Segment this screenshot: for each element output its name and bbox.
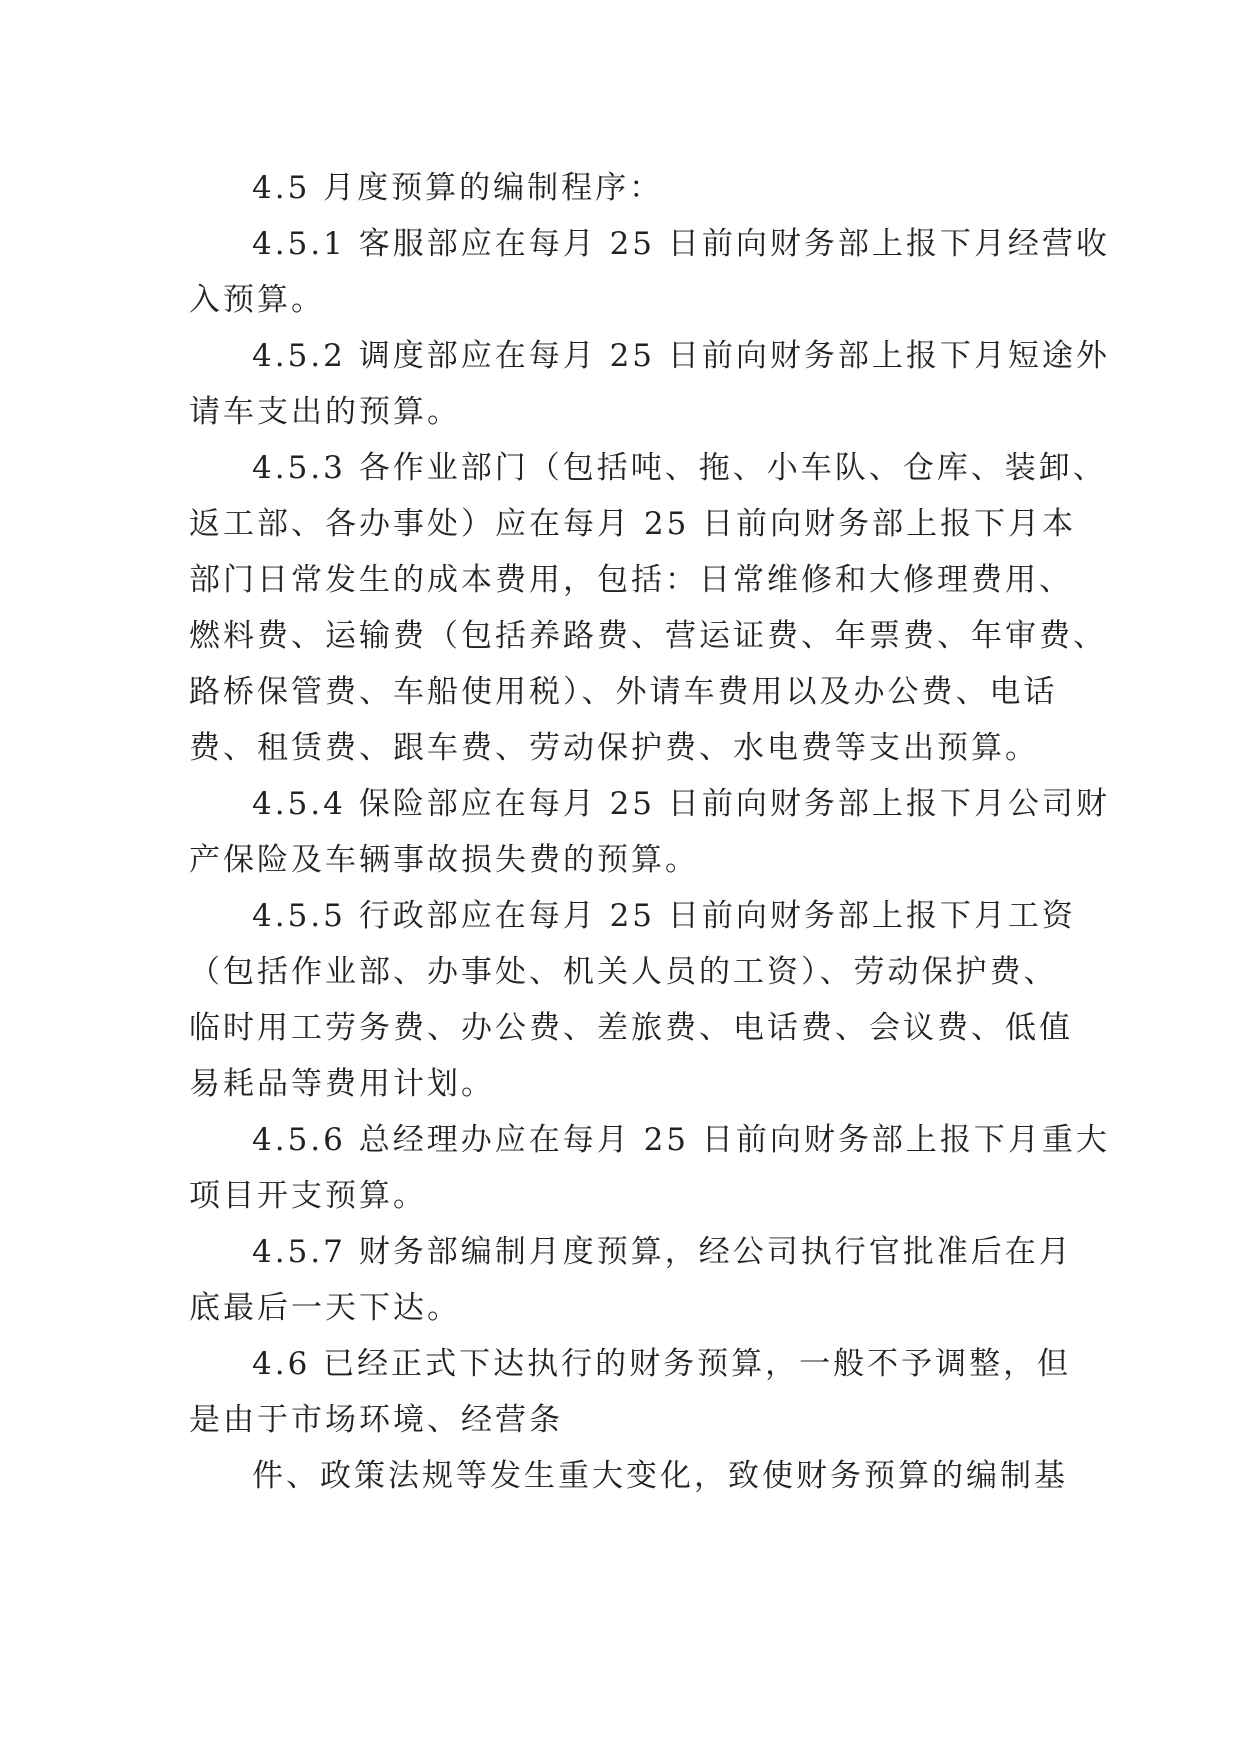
paragraph-4-6-line-1: 4.6 已经正式下达执行的财务预算，一般不予调整，但: [252, 1346, 1072, 1382]
paragraph-4-5-3-line-1: 4.5.3 各作业部门（包括吨、拖、小车队、仓库、装卸、: [252, 450, 1107, 486]
paragraph-4-5-3-line-3: 部门日常发生的成本费用，包括：日常维修和大修理费用、: [189, 562, 1073, 598]
paragraph-4-5-1-line-2: 入预算。: [189, 282, 325, 318]
paragraph-4-5-2-line-1: 4.5.2 调度部应在每月 25 日前向财务部上报下月短途外: [252, 338, 1110, 374]
paragraph-4-5-4-line-1: 4.5.4 保险部应在每月 25 日前向财务部上报下月公司财: [252, 786, 1110, 822]
paragraph-4-5-7-line-2: 底最后一天下达。: [189, 1290, 461, 1326]
paragraph-4-5-3-line-5: 路桥保管费、车船使用税）、外请车费用以及办公费、电话: [189, 674, 1058, 710]
paragraph-4-5-3-line-2: 返工部、各办事处）应在每月 25 日前向财务部上报下月本: [189, 506, 1077, 542]
paragraph-4-5-5-line-3: 临时用工劳务费、办公费、差旅费、电话费、会议费、低值: [189, 1010, 1073, 1046]
paragraph-4-5-5-line-1: 4.5.5 行政部应在每月 25 日前向财务部上报下月工资: [252, 898, 1076, 934]
paragraph-4-6-line-2: 是由于市场环境、经营条: [189, 1402, 563, 1438]
paragraph-4-5-3-line-4: 燃料费、运输费（包括养路费、营运证费、年票费、年审费、: [189, 618, 1107, 654]
paragraph-4-5-6-line-1: 4.5.6 总经理办应在每月 25 日前向财务部上报下月重大: [252, 1122, 1110, 1158]
paragraph-4-5-6-line-2: 项目开支预算。: [189, 1178, 427, 1214]
paragraph-4-5-3-line-6: 费、租赁费、跟车费、劳动保护费、水电费等支出预算。: [189, 730, 1039, 766]
heading-4-5: 4.5 月度预算的编制程序：: [252, 170, 664, 206]
paragraph-4-5-2-line-2: 请车支出的预算。: [189, 394, 461, 430]
paragraph-4-5-7-line-1: 4.5.7 财务部编制月度预算，经公司执行官批准后在月: [252, 1234, 1073, 1270]
paragraph-4-5-5-line-4: 易耗品等费用计划。: [189, 1066, 495, 1102]
paragraph-4-6-line-3: 件、政策法规等发生重大变化，致使财务预算的编制基: [252, 1458, 1068, 1494]
paragraph-4-5-4-line-2: 产保险及车辆事故损失费的预算。: [189, 842, 699, 878]
paragraph-4-5-5-line-2: （包括作业部、办事处、机关人员的工资）、劳动保护费、: [189, 954, 1058, 990]
paragraph-4-5-1-line-1: 4.5.1 客服部应在每月 25 日前向财务部上报下月经营收: [252, 226, 1110, 262]
